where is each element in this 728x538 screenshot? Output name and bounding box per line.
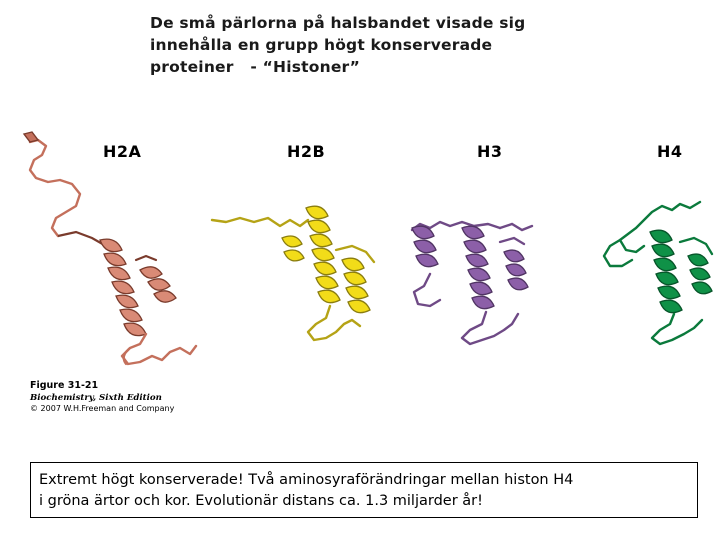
- figure-copyright: © 2007 W.H.Freeman and Company: [30, 403, 175, 413]
- footer-line-2: i gröna ärtor och kor. Evolutionär distans ca. 1.3 miljarder år!: [39, 493, 483, 510]
- page-title: [150, 12, 570, 78]
- title-line-2: innehålla en grupp högt konserverade: [150, 36, 493, 54]
- footer-note-box: [30, 462, 698, 518]
- protein-label-h2b: H2B: [287, 142, 326, 161]
- h2b-structure: [212, 206, 374, 340]
- footer-line-1: Extremt högt konserverade! Två aminosyraförändringar mellan histon H4: [39, 472, 574, 488]
- title-line-1: De små pärlorna på halsbandet visade sig: [150, 14, 526, 32]
- figure-number: Figure 31-21: [30, 380, 99, 391]
- h4-structure: [604, 202, 712, 344]
- protein-label-h3: H3: [477, 142, 503, 161]
- histone-structures-figure: [0, 110, 728, 390]
- title-line-3: proteiner - “Histoner”: [150, 58, 361, 76]
- h3-structure: [412, 222, 532, 344]
- figure-credits: [30, 380, 330, 414]
- h2a-structure: [24, 132, 196, 364]
- figure-source: Biochemistry, Sixth Edition: [30, 392, 162, 403]
- protein-label-h4: H4: [657, 142, 683, 161]
- protein-label-h2a: H2A: [103, 142, 142, 161]
